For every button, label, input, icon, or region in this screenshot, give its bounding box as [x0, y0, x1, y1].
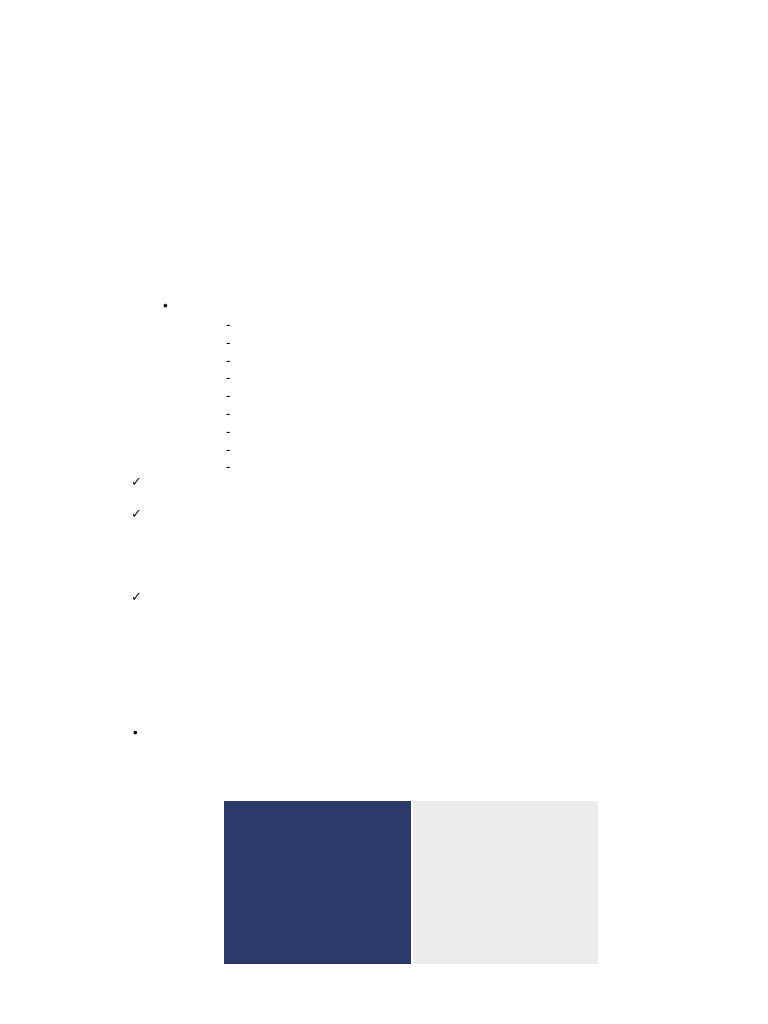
dash-icon: -	[226, 317, 231, 332]
list-item	[226, 405, 250, 423]
productos-heading	[163, 297, 168, 314]
list-item	[226, 387, 250, 405]
dash-icon: -	[226, 370, 231, 386]
indicators-table-bg	[224, 801, 411, 964]
list-item	[226, 316, 250, 334]
checkmark-icon: ✓	[131, 506, 142, 521]
list-item	[226, 441, 250, 459]
list-item	[226, 369, 250, 387]
dash-icon: -	[226, 388, 231, 404]
list-item	[226, 423, 250, 441]
figure-panel	[224, 801, 598, 964]
dash-icon: -	[226, 423, 231, 439]
productos-list	[226, 316, 250, 476]
checkmark-icon: ✓	[131, 474, 142, 489]
list-item	[226, 334, 250, 352]
dash-icon: -	[226, 459, 231, 475]
checkmark-icon: ✓	[131, 589, 142, 604]
dash-icon: -	[226, 352, 231, 368]
dash-icon: -	[226, 405, 231, 421]
bullet-icon: •	[133, 725, 138, 740]
list-item	[226, 352, 250, 370]
bullet-icon: •	[163, 298, 168, 313]
dash-icon: -	[226, 334, 231, 350]
dash-icon: -	[226, 441, 231, 457]
chart-bg	[413, 801, 598, 964]
list-item	[226, 458, 250, 476]
